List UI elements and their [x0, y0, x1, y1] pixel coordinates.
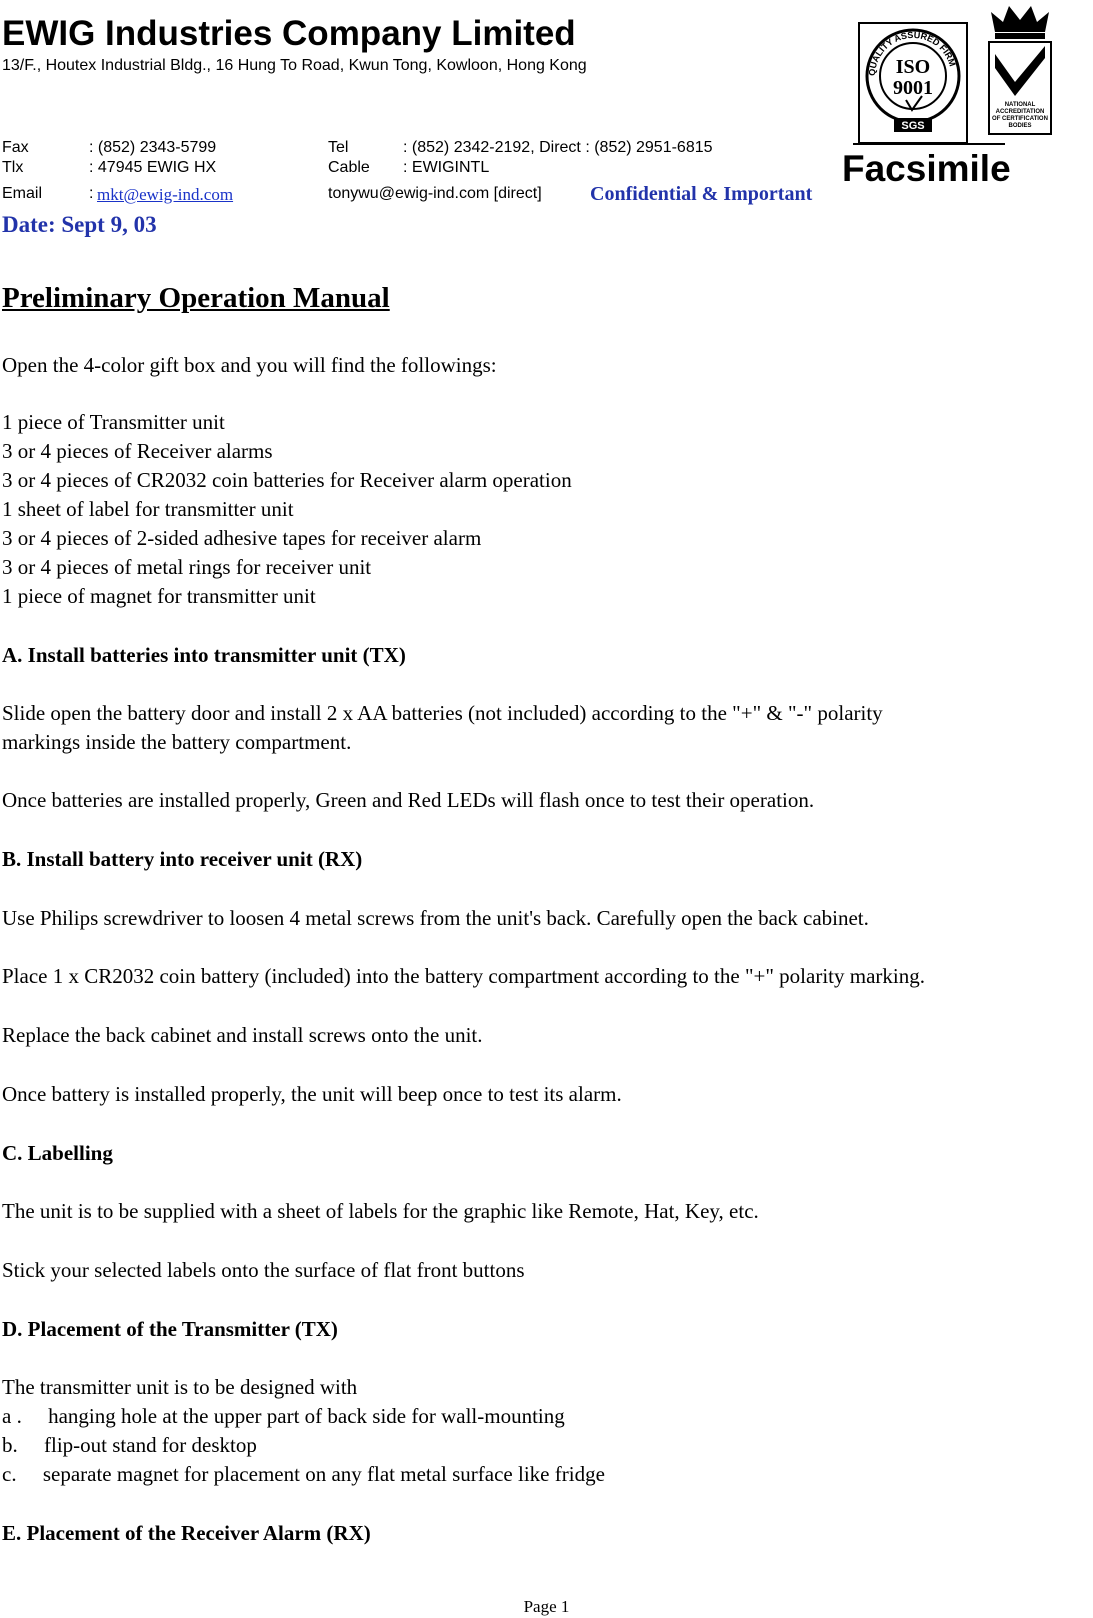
cable-label: Cable: [328, 159, 370, 176]
section-d-item: a . hanging hole at the upper part of back side for wall-mounting: [2, 1404, 565, 1428]
accred-line-3: OF CERTIFICATION: [992, 116, 1048, 122]
page-number: Page 1: [523, 1597, 570, 1616]
accred-line-4: BODIES: [1008, 123, 1032, 129]
email-label: Email: [2, 185, 43, 202]
fax-label: Fax: [2, 139, 29, 156]
section-b-paragraph-3: Replace the back cabinet and install screws onto the unit.: [2, 1023, 483, 1047]
company-address: 13/F., Houtex Industrial Bldg., 16 Hung To Road, Kwun Tong, Kowloon, Hong Kong: [2, 57, 587, 74]
section-c-paragraph-1: The unit is to be supplied with a sheet of labels for the graphic like Remote, Hat, Key, etc.: [2, 1199, 759, 1223]
accreditation-logo: [985, 2, 1055, 142]
section-d-item: c. separate magnet for placement on any flat metal surface like fridge: [2, 1462, 605, 1486]
email-colon: :: [89, 185, 94, 202]
section-a-paragraph-1-cont: markings inside the battery compartment.: [2, 730, 352, 754]
section-b-paragraph-4: Once battery is installed properly, the unit will beep once to test its alarm.: [2, 1082, 622, 1106]
list-item: 1 piece of Transmitter unit: [2, 410, 225, 434]
accred-line-1: NATIONAL: [1004, 102, 1036, 108]
list-item: 1 sheet of label for transmitter unit: [2, 497, 294, 521]
tel-value: : (852) 2342-2192, Direct : (852) 2951-6815: [403, 139, 713, 156]
section-c-heading: C. Labelling: [2, 1141, 113, 1165]
section-a-paragraph-2: Once batteries are installed properly, Green and Red LEDs will flash once to test their operation.: [2, 788, 815, 812]
document-date: Date: Sept 9, 03: [2, 212, 157, 237]
list-item: 1 piece of magnet for transmitter unit: [2, 584, 316, 608]
logo-underline: [853, 143, 1005, 145]
list-item: 3 or 4 pieces of metal rings for receiver unit: [2, 555, 372, 579]
list-item: 3 or 4 pieces of Receiver alarms: [2, 439, 273, 463]
crown-icon: [991, 6, 1049, 39]
list-item: 3 or 4 pieces of 2-sided adhesive tapes for receiver alarm: [2, 526, 482, 550]
list-item: 3 or 4 pieces of CR2032 coin batteries for Receiver alarm operation: [2, 468, 572, 492]
tel-label: Tel: [328, 139, 349, 156]
section-e-heading: E. Placement of the Receiver Alarm (RX): [2, 1521, 371, 1545]
cable-value: : EWIGINTL: [403, 159, 490, 176]
fax-value: : (852) 2343-5799: [89, 139, 217, 156]
logo-ring-text: QUALITY ASSURED FIRM: [866, 29, 958, 77]
section-b-paragraph-2: Place 1 x CR2032 coin battery (included) into the battery compartment according to the "+" polarity marking.: [2, 964, 925, 988]
section-d-heading: D. Placement of the Transmitter (TX): [2, 1317, 338, 1341]
direct-email: tonywu@ewig-ind.com [direct]: [328, 185, 542, 202]
tlx-label: Tlx: [2, 159, 24, 176]
iso-9001-logo: [862, 26, 964, 138]
section-a-paragraph-1: Slide open the battery door and install 2 x AA batteries (not included) according to the "+" & "-" polarity: [2, 701, 883, 725]
checkmark-icon: [995, 46, 1045, 96]
accred-line-2: ACCREDITATION: [995, 109, 1045, 115]
facsimile-label: Facsimile: [842, 148, 1011, 189]
logo-iso-number: 9001: [893, 77, 933, 99]
section-d-item: b. flip-out stand for desktop: [2, 1433, 257, 1457]
tlx-value: : 47945 EWIG HX: [89, 159, 217, 176]
section-b-paragraph-1: Use Philips screwdriver to loosen 4 metal screws from the unit's back. Carefully open the back cabinet.: [2, 906, 869, 930]
section-a-heading: A. Install batteries into transmitter unit (TX): [2, 643, 406, 667]
section-c-paragraph-2: Stick your selected labels onto the surface of flat front buttons: [2, 1258, 525, 1282]
section-b-heading: B. Install battery into receiver unit (RX): [2, 847, 363, 871]
confidential-notice: Confidential & Important: [590, 183, 813, 205]
logo-sgs-text: SGS: [901, 120, 925, 132]
email-link[interactable]: mkt@ewig-ind.com: [97, 185, 234, 204]
section-d-paragraph-1: The transmitter unit is to be designed with: [2, 1375, 358, 1399]
company-name: EWIG Industries Company Limited: [2, 14, 576, 53]
document-title: Preliminary Operation Manual: [2, 282, 390, 314]
intro-text: Open the 4-color gift box and you will find the followings:: [2, 353, 497, 377]
logo-iso-text: ISO: [895, 56, 931, 78]
